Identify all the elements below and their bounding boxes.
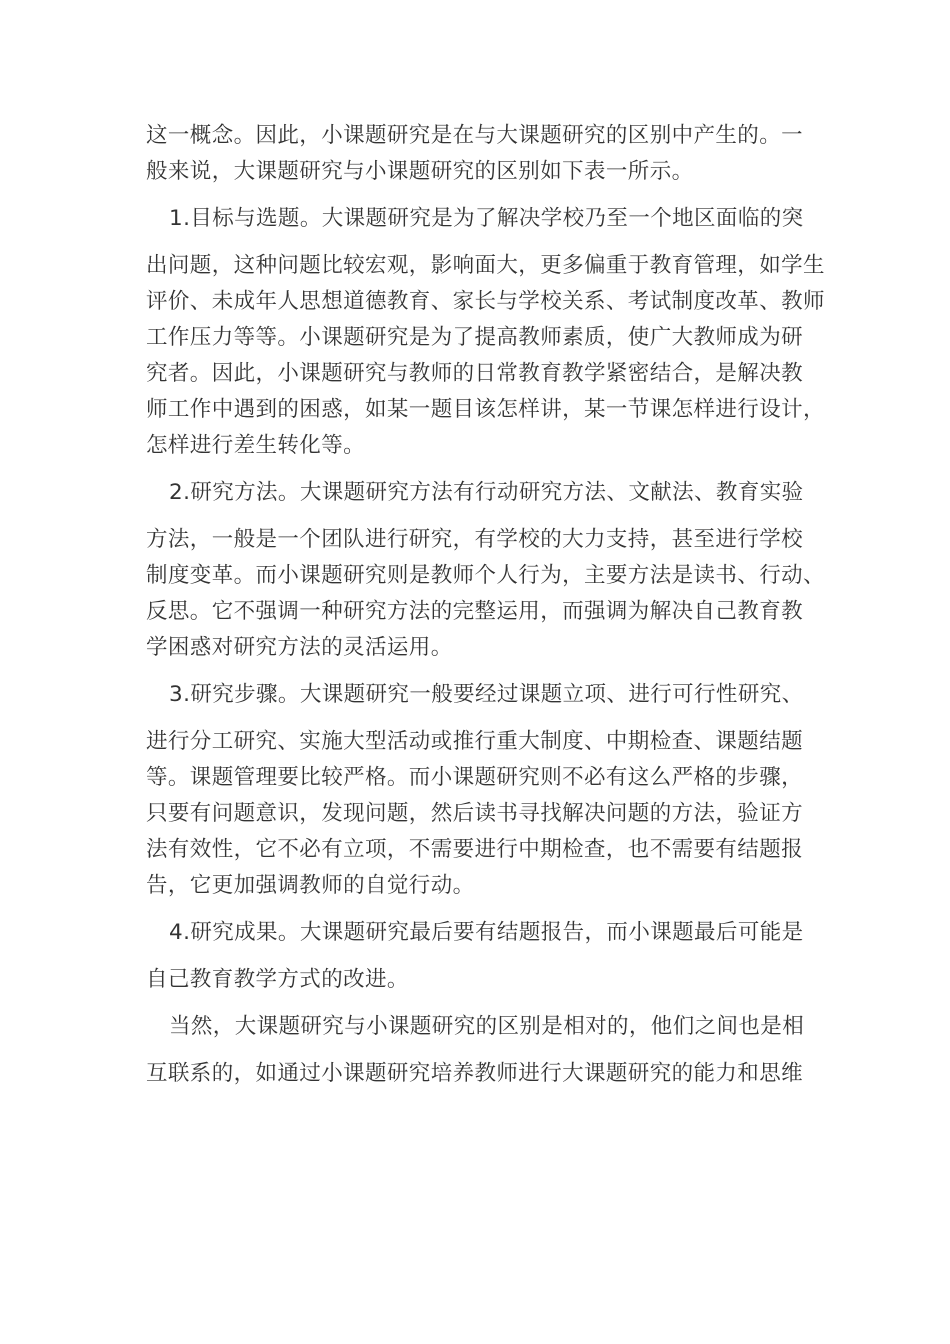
text-line: 究者。因此，小课题研究与教师的日常教育教学紧密结合，是解决教: [146, 361, 804, 386]
text-line: 怎样进行差生转化等。: [146, 433, 366, 458]
text-line: 2.研究方法。大课题研究方法有行动研究方法、文献法、教育实验: [169, 480, 804, 505]
text-line: 告，它更加强调教师的自觉行动。: [146, 873, 475, 898]
paragraph-steps-body: [146, 724, 810, 904]
text-line: 般来说，大课题研究与小课题研究的区别如下表一所示。: [146, 159, 694, 184]
text-line: 反思。它不强调一种研究方法的完整运用，而强调为解决自己教育教: [146, 599, 804, 624]
text-line: 自己教育教学方式的改进。: [146, 967, 409, 992]
text-line: 当然，大课题研究与小课题研究的区别是相对的，他们之间也是相: [169, 1014, 805, 1039]
text-line: 这一概念。因此，小课题研究是在与大课题研究的区别中产生的。一: [146, 123, 804, 148]
text-line: 法有效性，它不必有立项，不需要进行中期检查，也不需要有结题报: [146, 837, 804, 862]
document-page: [146, 118, 825, 1092]
paragraph-method-body: [146, 522, 825, 666]
text-line: 互联系的，如通过小课题研究培养教师进行大课题研究的能力和思维: [146, 1061, 804, 1086]
text-line: 出问题，这种问题比较宏观，影响面大，更多偏重于教育管理，如学生: [146, 253, 825, 278]
text-line: 只要有问题意识，发现问题，然后读书寻找解决问题的方法，验证方: [146, 801, 804, 826]
text-line: 1.目标与选题。大课题研究是为了解决学校乃至一个地区面临的突: [169, 206, 804, 231]
paragraph-conclusion-body: [146, 1056, 810, 1092]
text-line: 进行分工研究、实施大型活动或推行重大制度、中期检查、课题结题: [146, 729, 804, 754]
text-line: 4.研究成果。大课题研究最后要有结题报告，而小课题最后可能是: [169, 920, 804, 945]
paragraph-method-heading: [146, 475, 810, 511]
paragraph-results-body: [146, 962, 810, 998]
text-line: 3.研究步骤。大课题研究一般要经过课题立项、进行可行性研究、: [169, 682, 804, 707]
text-line: 等。课题管理要比较严格。而小课题研究则不必有这么严格的步骤，: [146, 765, 804, 790]
paragraph-results-heading: [146, 915, 810, 951]
text-line: 工作压力等等。小课题研究是为了提高教师素质，使广大教师成为研: [146, 325, 804, 350]
text-line: 制度变革。而小课题研究则是教师个人行为，主要方法是读书、行动、: [146, 563, 825, 588]
paragraph-steps-heading: [146, 677, 810, 713]
paragraph-goal-heading: [146, 201, 810, 237]
paragraph-conclusion-start: [146, 1009, 810, 1045]
text-line: 师工作中遇到的困惑，如某一题目该怎样讲，某一节课怎样进行设计，: [146, 397, 825, 422]
paragraph-intro: [146, 118, 810, 190]
text-line: 评价、未成年人思想道德教育、家长与学校关系、考试制度改革、教师: [146, 289, 825, 314]
paragraph-goal-body: [146, 248, 825, 464]
text-line: 学困惑对研究方法的灵活运用。: [146, 635, 453, 660]
text-line: 方法，一般是一个团队进行研究，有学校的大力支持，甚至进行学校: [146, 527, 804, 552]
